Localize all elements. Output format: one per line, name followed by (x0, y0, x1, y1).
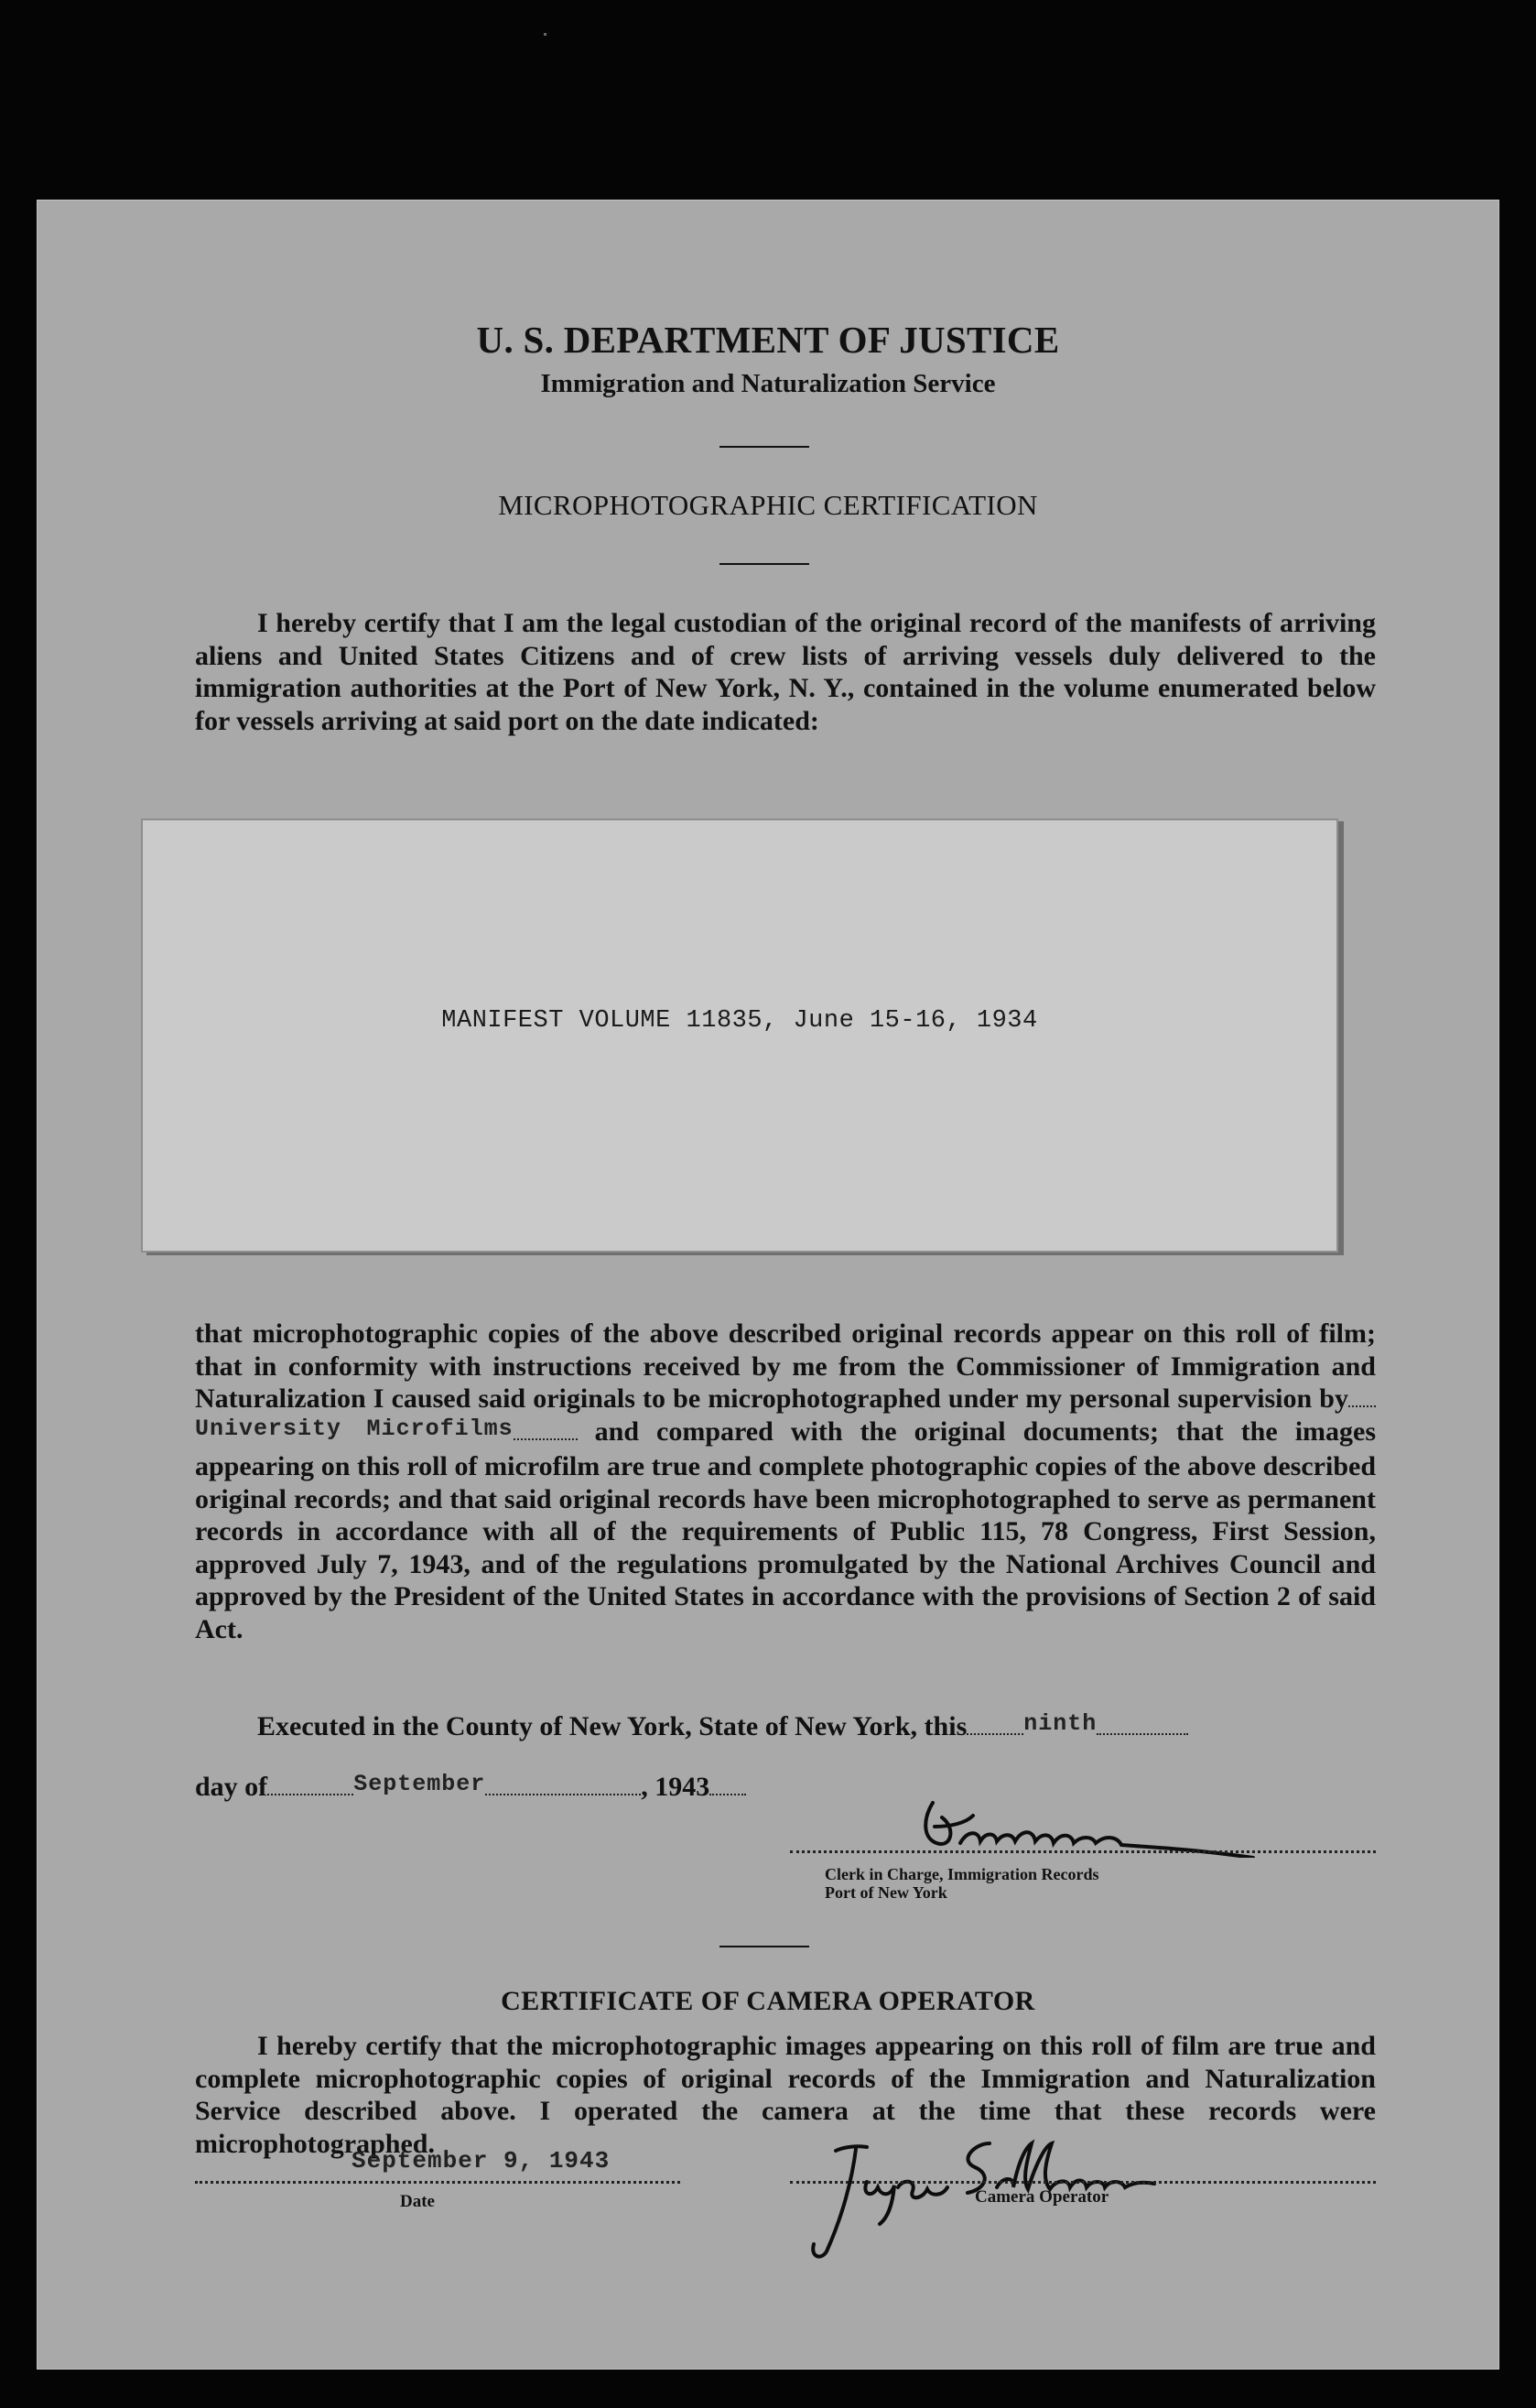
date-label: Date (400, 2192, 435, 2211)
camera-operator-title: CERTIFICATE OF CAMERA OPERATOR (501, 1986, 1035, 2016)
divider-rule (719, 563, 809, 565)
volume-label-card (141, 819, 1338, 1253)
clerk-signature-line (790, 1850, 1376, 1853)
executed-day-typed: ninth (1023, 1710, 1098, 1737)
certificate-page (37, 200, 1499, 2370)
service-subheading: Immigration and Naturalization Service (540, 369, 996, 398)
clerk-signature (914, 1790, 1281, 1858)
department-heading: U. S. DEPARTMENT OF JUSTICE (476, 319, 1060, 361)
microfilm-company-typed: University Microfilms (195, 1415, 514, 1442)
day-of-line: day of $^{September}$ , 1943 (195, 1772, 1376, 1803)
clerk-title: Clerk in Charge, Immigration Records Port of New York (825, 1865, 1099, 1902)
executed-month-typed: September (353, 1771, 486, 1797)
operator-label: Camera Operator (975, 2187, 1109, 2207)
volume-label: MANIFEST VOLUME 11835, June 15-16, 1934 (441, 1007, 1038, 1035)
camera-operator-paragraph: I hereby certify that the microphotographic images appearing on this roll of film are true and complete microphotographic copies of original records of the Immigration and Naturalization Service described above. I operated the camera at the time that these records were microphotographed. (195, 2031, 1376, 2159)
divider-rule (719, 1946, 809, 1947)
certification-body: that microphotographic copies of the above described original records appear on this roll of film; that in conformity with instructions received by me from the Commissioner of Immigration and Naturalization I caused said originals to be microphotographed under my personal supervision $by^{University Microfilms}$ and compared with the original documents; that the images appearing on this roll of microfilm are true and complete photographic copies of the above described original records; and that said original records have been microphotographed to serve as permanent records in accordance with all of the requirements of Public 115, 78 Congress, First Session, approved July 7, 1943, and of the regulations promulgated by the National Archives Council and approved by the President of the United States in accordance with the provisions of Section 2 of said Act. (195, 1318, 1377, 1644)
operator-date-typed: September 9, 1943 (352, 2147, 611, 2175)
certification-title: MICROPHOTOGRAPHIC CERTIFICATION (498, 489, 1038, 521)
divider-rule (719, 446, 809, 448)
executed-line: Executed in the County of New York, State of New York, this $^{ninth}$ (195, 1711, 1376, 1742)
operator-signature-line (790, 2181, 1376, 2184)
film-speck (544, 33, 546, 36)
date-line (195, 2181, 680, 2184)
intro-paragraph: I hereby certify that I am the legal custodian of the original record of the manifests of arriving aliens and United States Citizens and of crew lists of arriving vessels duly delivered to the immigration authorities at the Port of New York, N. Y., contained in the volume enumerated below for vessels arriving at said port on the date indicated: (195, 608, 1376, 736)
